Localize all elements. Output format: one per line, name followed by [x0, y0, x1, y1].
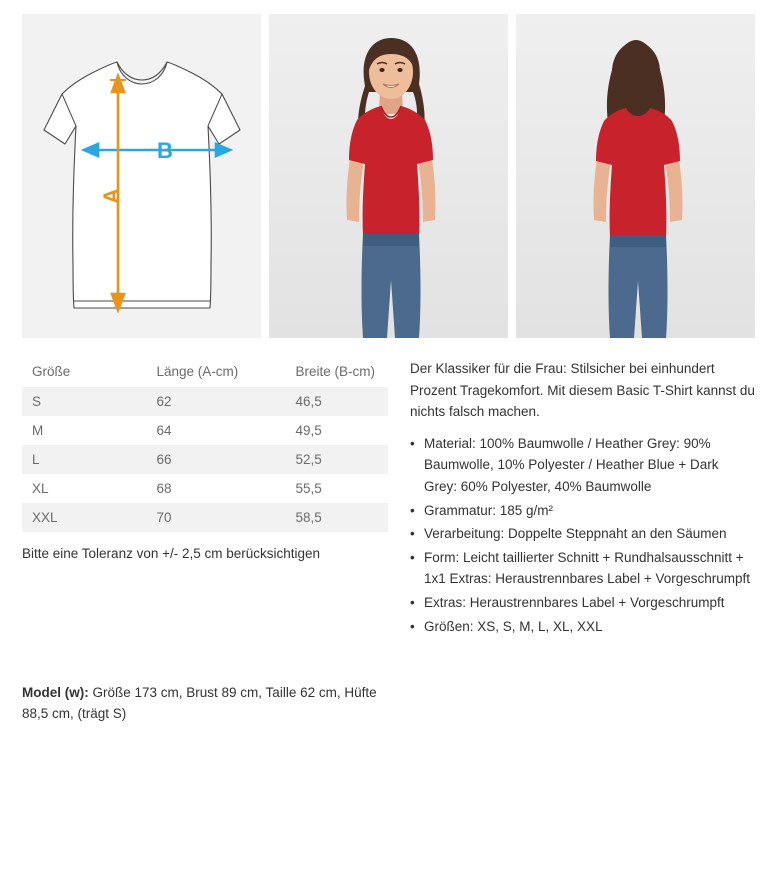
table-row: [22, 474, 388, 503]
table-row: [22, 416, 388, 445]
table-row: [22, 387, 388, 416]
model-info-label: Model (w):: [22, 685, 89, 700]
size-table: [22, 356, 388, 532]
column-header-size: Größe: [22, 356, 146, 387]
column-header-length: Länge (A-cm): [146, 356, 285, 387]
description-intro: Der Klassiker für die Frau: Stilsicher bei einhundert Prozent Tragekomfort. Mit diesem Basic T-Shirt kannst du nichts falsch machen.: [410, 361, 755, 420]
description-column: [410, 356, 755, 725]
cell-size: S: [22, 387, 146, 416]
cell-size: M: [22, 416, 146, 445]
model-info: [22, 683, 388, 725]
cell-width: 58,5: [286, 503, 388, 532]
list-item: • Grammatur: 185 g/m²: [410, 500, 755, 522]
table-header-row: [22, 356, 388, 387]
feature-list: [410, 433, 755, 637]
size-chart-column: [22, 356, 388, 725]
model-front-photo[interactable]: [269, 14, 508, 338]
cell-size: XL: [22, 474, 146, 503]
cell-width: 55,5: [286, 474, 388, 503]
cell-length: 70: [146, 503, 285, 532]
diagram-label-b: B: [157, 138, 173, 163]
table-row: [22, 503, 388, 532]
cell-length: 64: [146, 416, 285, 445]
cell-length: 66: [146, 445, 285, 474]
list-item: • Form: Leicht taillierter Schnitt + Rundhalsausschnitt + 1x1 Extras: Heraustrennbares Label + Vorgeschrumpft: [410, 547, 755, 590]
measurement-diagram[interactable]: [22, 14, 261, 338]
product-image-row: [22, 14, 755, 338]
cell-width: 46,5: [286, 387, 388, 416]
model-back-photo[interactable]: [516, 14, 755, 338]
list-item: • Größen: XS, S, M, L, XL, XXL: [410, 616, 755, 638]
diagram-label-a: A: [99, 188, 124, 204]
list-item: • Verarbeitung: Doppelte Steppnaht an den Säumen: [410, 523, 755, 545]
list-item: • Material: 100% Baumwolle / Heather Grey: 90% Baumwolle, 10% Polyester / Heather Blue + Dark Grey: 60% Polyester, 40% Baumwolle: [410, 433, 755, 498]
product-details-section: [22, 356, 755, 725]
cell-width: 52,5: [286, 445, 388, 474]
tolerance-note: Bitte eine Toleranz von +/- 2,5 cm berücksichtigen: [22, 546, 321, 561]
cell-size: XXL: [22, 503, 146, 532]
cell-length: 68: [146, 474, 285, 503]
cell-size: L: [22, 445, 146, 474]
cell-width: 49,5: [286, 416, 388, 445]
column-header-width: Breite (B-cm): [286, 356, 388, 387]
cell-length: 62: [146, 387, 285, 416]
table-row: [22, 445, 388, 474]
list-item: • Extras: Heraustrennbares Label + Vorgeschrumpft: [410, 592, 755, 614]
model-info-text: Größe 173 cm, Brust 89 cm, Taille 62 cm, Hüfte 88,5 cm, (trägt S): [22, 685, 377, 721]
